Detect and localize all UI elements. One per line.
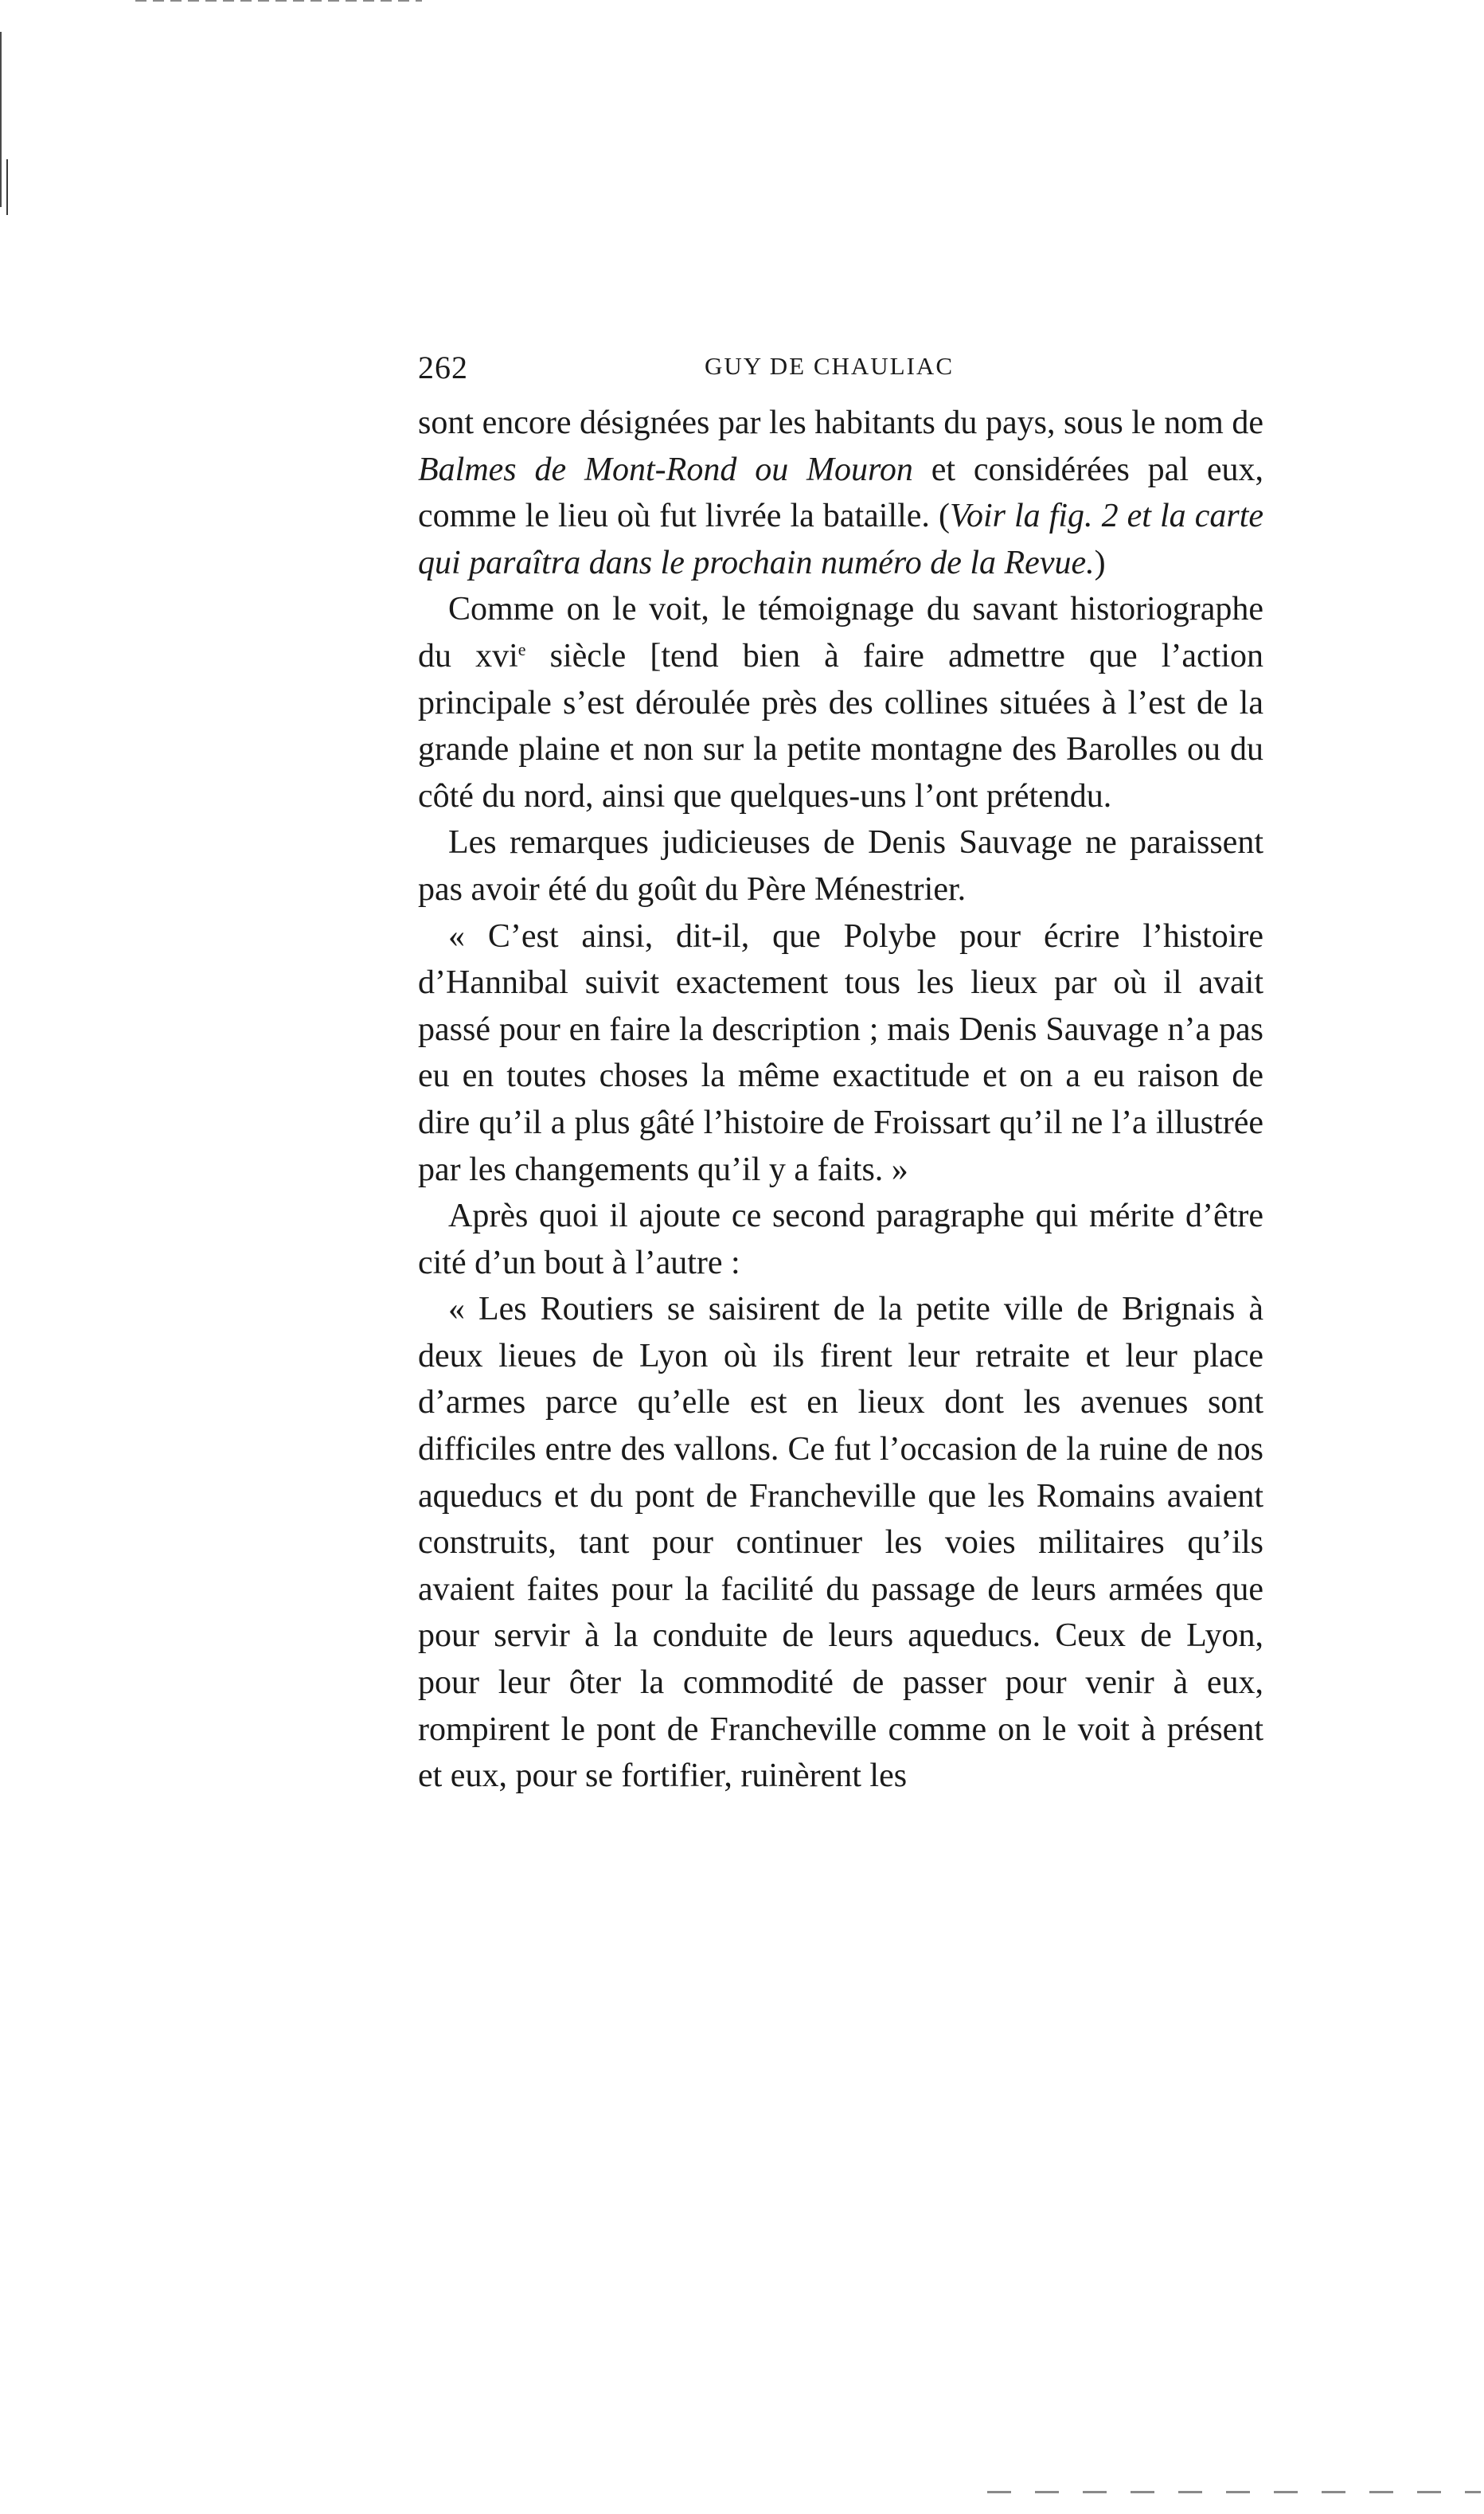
book-page [418,349,1263,1800]
paragraph-4: « C’est ainsi, dit-il, que Polybe pour écrire l’histoire d’Hannibal suivit exactement tous les lieux par où il avait passé pour en faire la description ; mais Denis Sauvage n’a pas eu en toutes choses la même exactitude et on a eu raison de dire qu’il a plus gâté l’histoire de Froissart qu’il ne l’a illustrée par les changements qu’il y a faits. » [418,917,1263,1188]
paragraph-5: Après quoi il ajoute ce second paragraphe qui mérite d’être cité d’un bout à l’autre : [418,1198,1263,1281]
paragraph-6: « Les Routiers se saisirent de la petite ville de Brignais à deux lieues de Lyon où ils firent leur retraite et leur place d’armes parce qu’elle est en lieux dont les avenues sont difficiles entre des vallons. Ce fut l’occasion de la ruine de nos aqueducs et du pont de Francheville que les Romains avaient construits, tant pour continuer les voies militaires qu’ils avaient faites pour la facilité du passage de leurs armées que pour servir à la conduite de leurs aqueducs. Ceux de Lyon, pour leur ôter la commodité de passer pour venir à eux, rompirent le pont de Francheville comme on le voit à présent et eux, pour se fortifier, ruinèrent les [418,1291,1263,1795]
paragraph-3: Les remarques judicieuses de Denis Sauvage ne paraissent pas avoir été du goût du Père Ménestrier. [418,824,1263,908]
body-text [418,400,1263,1800]
paragraph-1 [418,400,1263,586]
p2-text-a: Comme on le voit, le témoignage du savant historiographe du xvi [418,591,1263,674]
p1-text-e: ) [1094,544,1106,581]
scan-edge-left [0,32,2,207]
page-number: 262 [418,350,468,385]
p2-superscript: e [517,639,526,659]
paragraph-2 [418,586,1263,819]
p1-place-name: Balmes de Mont-Rond ou Mouron [418,451,913,488]
scan-edge-top [135,0,422,2]
p2-text-b: siècle [tend bien à faire admettre que l’action principale s’est déroulée près des collines situées à l’est de la grande plaine et non sur la petite montagne des Barolles ou du côté du nord, ainsi que quelques-uns l’ont prétendu. [418,637,1263,815]
scan-edge-mark [6,159,8,215]
p1-text-a: sont encore désignées par les habitants du pays, sous le nom de [418,405,1263,441]
running-title: GUY DE CHAULIAC [705,352,954,380]
p1-text-c: et considérées pal eux, comme le lieu où fut livrée la bataille. ( [418,451,1263,535]
scan-edge-bottom [987,2491,1481,2493]
running-head [418,349,1263,397]
p1-figure-note: Voir la fig. 2 et la carte qui paraîtra dans le prochain numéro de la Revue. [418,498,1264,581]
